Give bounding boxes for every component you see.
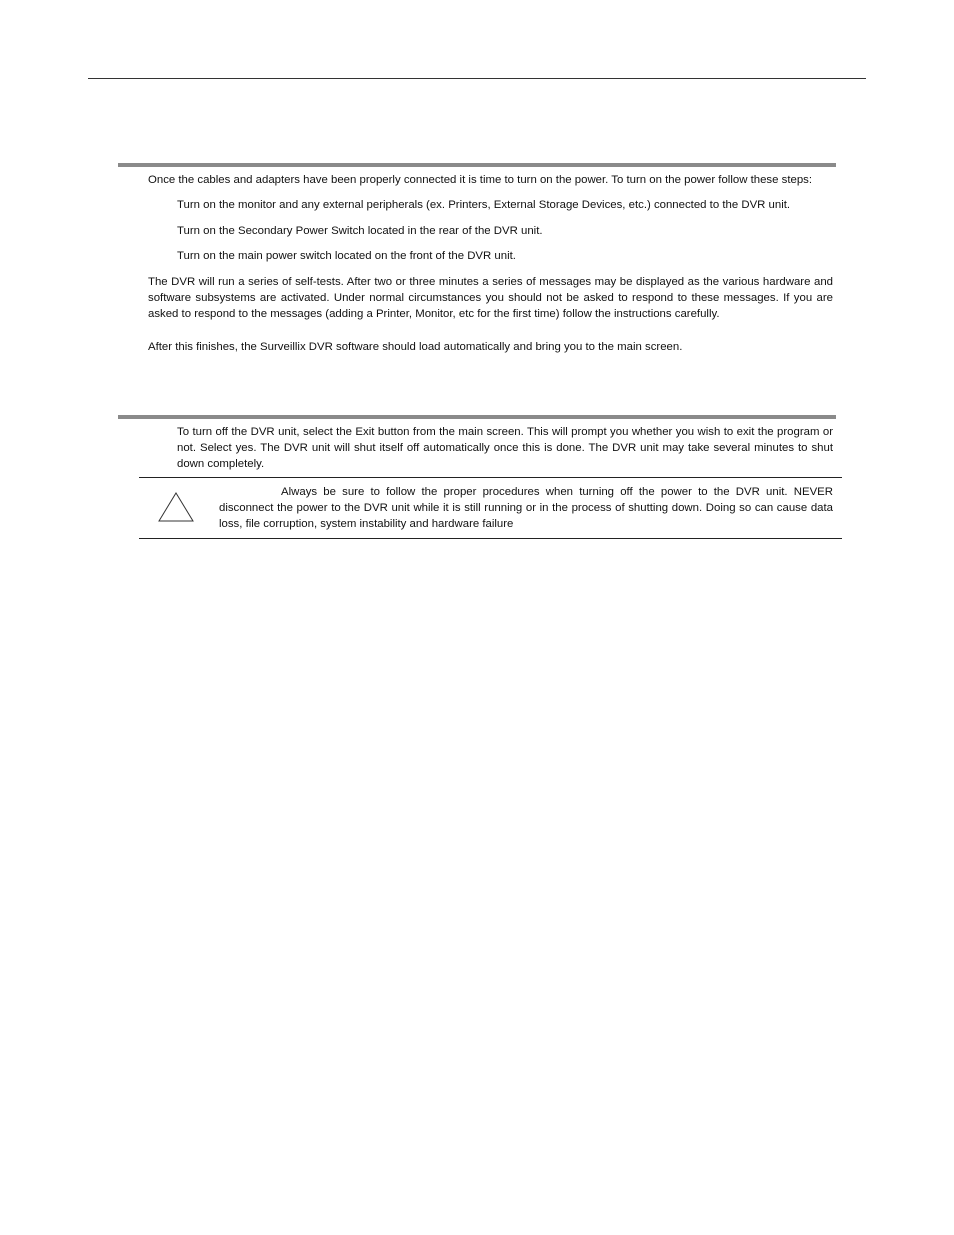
power-on-step-2: Turn on the Secondary Power Switch located in the rear of the DVR unit. (177, 225, 543, 237)
section-divider-power-off (118, 415, 836, 419)
warning-triangle-icon (158, 492, 194, 522)
power-on-intro: Once the cables and adapters have been properly connected it is time to turn on the power. To turn on the power follow these steps: (148, 174, 813, 186)
caution-note (139, 477, 842, 539)
section-divider-power-on (118, 163, 836, 167)
self-test-paragraph: The DVR will run a series of self-tests. After two or three minutes a series of messages may be displayed as the various hardware and software subsystems are activated. Under normal circumstances you should not be asked to respond to these messages. If you are asked to respond to the messages (adding a Printer, Monitor, etc for the first time) follow the instructions carefully. (148, 276, 833, 320)
header-rule (88, 78, 866, 79)
power-off-paragraph: To turn off the DVR unit, select the Exit button from the main screen. This will prompt you whether you wish to exit the program or not. Select yes. The DVR unit will shut itself off automatically once this is done. The DVR unit may take several minutes to shut down completely. (177, 426, 833, 470)
power-on-step-3: Turn on the main power switch located on the front of the DVR unit. (177, 250, 516, 262)
caution-note-text: Always be sure to follow the proper procedures when turning off the power to the DVR unit. NEVER disconnect the power to the DVR unit while it is still running or in the process of shutting down. Doing so can cause data loss, file corruption, system instability and hardware failure (219, 486, 833, 530)
after-load-paragraph: After this finishes, the Surveillix DVR software should load automatically and bring you to the main screen. (148, 341, 683, 353)
power-on-step-1: Turn on the monitor and any external peripherals (ex. Printers, External Storage Devices, etc.) connected to the DVR unit. (177, 199, 791, 211)
